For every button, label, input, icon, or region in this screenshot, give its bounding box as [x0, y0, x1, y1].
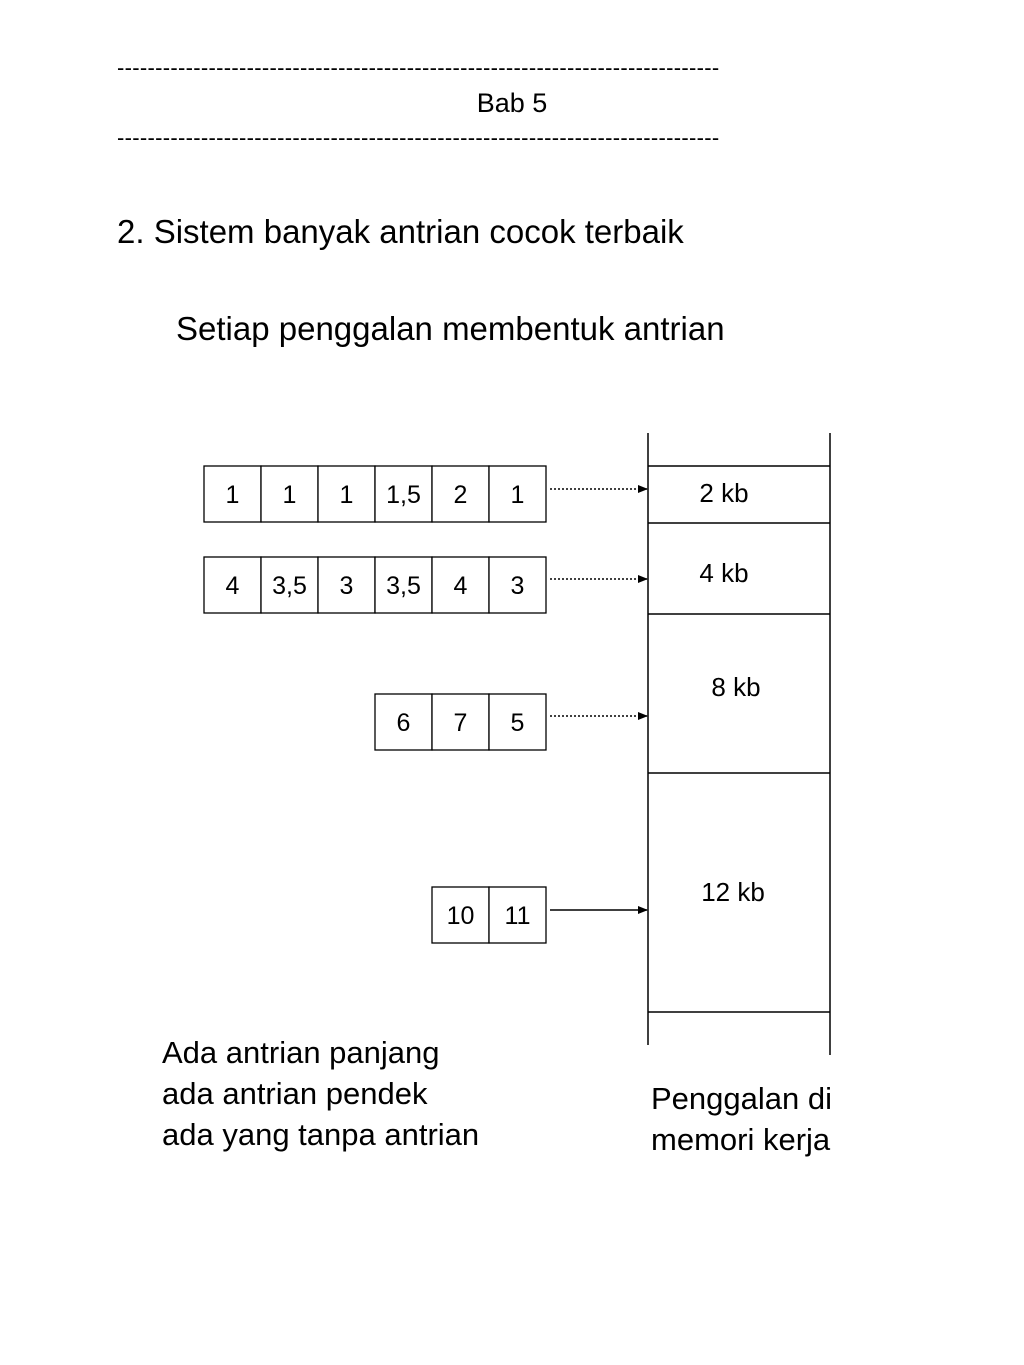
partition-label: 8 kb	[711, 672, 761, 702]
chapter-label: Bab 5	[476, 88, 548, 118]
job-size-label: 7	[453, 709, 468, 737]
job-size-label: 5	[510, 709, 525, 737]
job-size-label: 4	[225, 572, 240, 600]
job-size-label: 1,5	[386, 481, 421, 509]
job-size-label: 10	[446, 902, 475, 930]
job-size-label: 11	[504, 902, 531, 930]
job-size-label: 3	[510, 572, 525, 600]
caption-queues-line-2: ada antrian pendek	[162, 1076, 428, 1111]
job-size-label: 3,5	[272, 572, 307, 600]
job-size-label: 3,5	[386, 572, 421, 600]
queue-2	[204, 557, 647, 613]
job-size-label: 1	[225, 481, 240, 509]
job-size-label: 4	[453, 572, 468, 600]
job-queues	[204, 466, 647, 943]
memory-column	[648, 433, 830, 1055]
caption-queues-line-3: ada yang tanpa antrian	[162, 1117, 480, 1152]
job-size-label: 3	[339, 572, 354, 600]
partition-label: 4 kb	[699, 558, 749, 588]
caption-queues	[162, 1032, 479, 1155]
caption-queues-line-1: Ada antrian panjang	[162, 1035, 440, 1070]
job-size-label: 6	[396, 709, 411, 737]
job-size-label: 1	[339, 481, 354, 509]
caption-memory-line-1: Penggalan di	[651, 1081, 832, 1116]
queue-4	[432, 887, 647, 943]
section-subheading: Setiap penggalan membentuk antrian	[176, 310, 725, 347]
section-heading: 2. Sistem banyak antrian cocok terbaik	[117, 213, 684, 250]
caption-memory-line-2: memori kerja	[651, 1122, 831, 1157]
queue-3	[375, 694, 647, 750]
caption-memory	[651, 1078, 832, 1160]
header-rule-bottom: -------------------------------------------------------------------------------	[117, 126, 720, 150]
header-rule-top: -------------------------------------------------------------------------------	[117, 56, 720, 80]
partition-label: 2 kb	[699, 478, 749, 508]
partition-label: 12 kb	[701, 877, 765, 907]
job-size-label: 1	[282, 481, 297, 509]
queue-1	[204, 466, 647, 522]
job-size-label: 2	[453, 481, 468, 509]
job-size-label: 1	[510, 481, 525, 509]
